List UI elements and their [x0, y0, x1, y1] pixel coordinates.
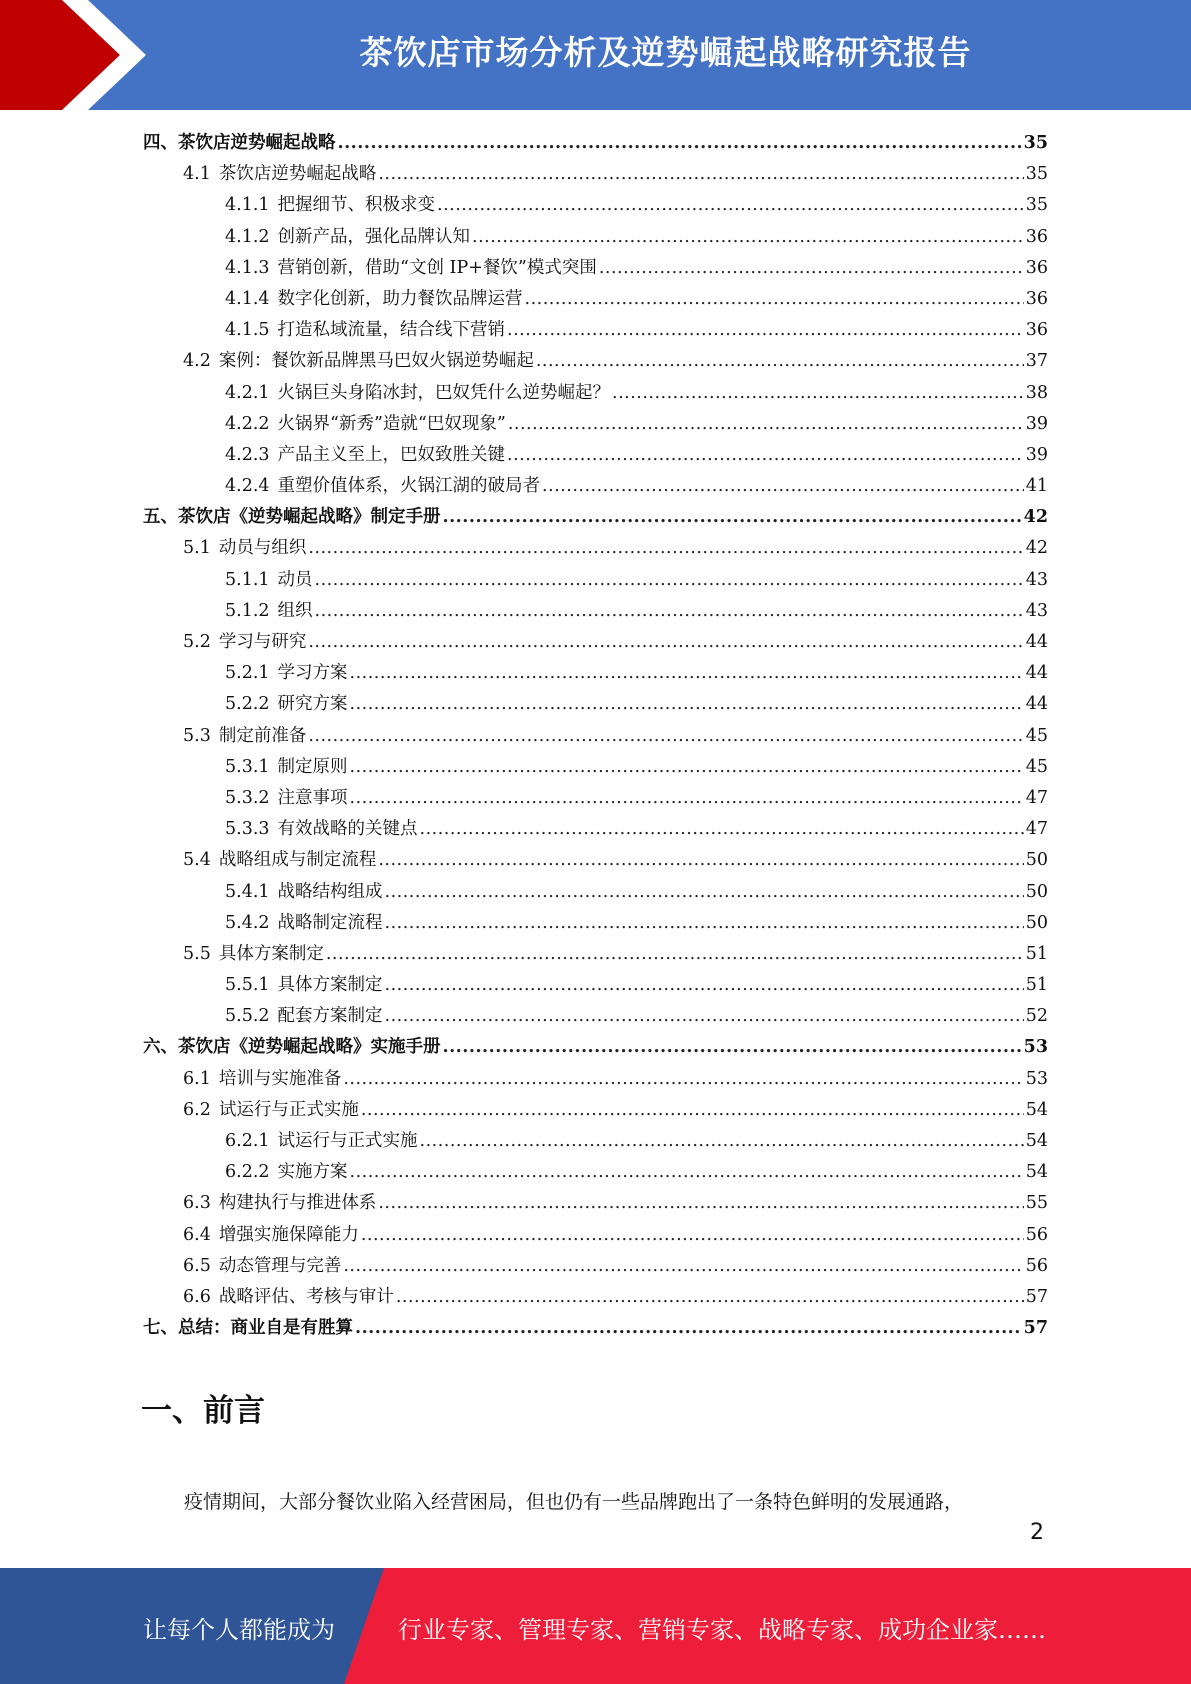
toc-entry[interactable] — [143, 222, 1048, 253]
toc-entry-title: 案例：餐饮新品牌黑马巴奴火锅逆势崛起 — [218, 351, 534, 372]
toc-entry-title: 制定原则 — [277, 756, 348, 777]
toc-entry-number: 6.2 — [183, 1099, 211, 1120]
toc-entry-number: 4.2.4 — [225, 476, 270, 497]
toc-entry-number: 4.2.1 — [225, 382, 270, 403]
toc-entry-title: 有效战略的关键点 — [277, 819, 418, 840]
toc-dot-leader — [338, 128, 1022, 159]
toc-dot-leader — [443, 502, 1022, 533]
toc-entry-title: 创新产品，强化品牌认知 — [277, 226, 471, 247]
toc-entry-title: 学习方案 — [277, 663, 348, 684]
toc-entry-number: 5.1 — [183, 538, 211, 559]
toc-entry-number: 5.3.1 — [225, 756, 270, 777]
toc-dot-leader — [472, 222, 1024, 253]
toc-entry[interactable] — [143, 346, 1048, 377]
toc-entry-title: 战略制定流程 — [277, 912, 383, 933]
toc-entry-number: 4.2.3 — [225, 444, 270, 465]
toc-entry[interactable] — [143, 1251, 1048, 1282]
toc-entry[interactable] — [143, 440, 1048, 471]
toc-entry[interactable] — [143, 939, 1048, 970]
toc-entry[interactable] — [143, 1095, 1048, 1126]
toc-entry-page: 43 — [1025, 600, 1048, 621]
toc-entry[interactable] — [143, 533, 1048, 564]
toc-entry-page: 57 — [1023, 1318, 1048, 1339]
toc-entry[interactable] — [143, 190, 1048, 221]
toc-entry-page: 41 — [1025, 476, 1048, 497]
toc-dot-leader — [350, 783, 1024, 814]
toc-entry[interactable] — [143, 1064, 1048, 1095]
toc-entry[interactable] — [143, 783, 1048, 814]
toc-entry[interactable] — [143, 721, 1048, 752]
toc-entry-page: 55 — [1025, 1193, 1048, 1214]
toc-entry-title: 把握细节、积极求变 — [277, 195, 436, 216]
toc-entry-page: 42 — [1025, 538, 1048, 559]
toc-entry[interactable] — [143, 845, 1048, 876]
toc-entry-page: 38 — [1025, 382, 1048, 403]
toc-entry-page: 54 — [1025, 1131, 1048, 1151]
toc-entry-page: 36 — [1025, 288, 1048, 309]
toc-entry[interactable] — [143, 565, 1048, 596]
toc-entry-page: 42 — [1023, 507, 1048, 528]
toc-entry[interactable] — [143, 689, 1048, 720]
toc-entry-number: 4.2.2 — [225, 413, 270, 434]
toc-entry-title: 注意事项 — [277, 787, 348, 808]
toc-entry[interactable] — [143, 1188, 1048, 1219]
toc-entry-page: 57 — [1025, 1286, 1048, 1307]
toc-entry-page: 50 — [1025, 881, 1048, 902]
toc-dot-leader — [508, 409, 1024, 440]
toc-entry[interactable] — [143, 1126, 1048, 1157]
toc-entry-number: 5.3 — [183, 725, 211, 746]
toc-entry-number: 5.3.3 — [225, 819, 270, 840]
toc-dot-leader — [443, 1032, 1022, 1063]
toc-entry-title: 重塑价值体系，火锅江湖的破局者 — [277, 476, 541, 497]
toc-entry[interactable] — [143, 908, 1048, 939]
header-arrow-graphic — [0, 0, 160, 110]
toc-dot-leader — [385, 908, 1024, 939]
toc-entry[interactable] — [143, 658, 1048, 689]
toc-entry-title: 研究方案 — [277, 694, 348, 715]
toc-entry-title: 茶饮店逆势崛起战略 — [218, 164, 377, 185]
toc-entry[interactable] — [143, 1313, 1048, 1344]
toc-entry-number: 5.4.2 — [225, 912, 270, 933]
toc-entry-title: 数字化创新，助力餐饮品牌运营 — [277, 288, 523, 309]
toc-entry-page: 47 — [1025, 787, 1048, 808]
toc-entry-page: 53 — [1023, 1037, 1048, 1058]
toc-entry[interactable] — [143, 284, 1048, 315]
toc-entry-number: 5.2 — [183, 632, 211, 652]
toc-dot-leader — [350, 752, 1024, 783]
toc-entry-page: 56 — [1025, 1255, 1048, 1276]
toc-entry[interactable] — [143, 128, 1048, 159]
toc-entry-title: 配套方案制定 — [277, 1006, 383, 1027]
toc-dot-leader — [350, 658, 1024, 689]
toc-entry-number: 5.1.2 — [225, 600, 270, 621]
toc-entry-title: 学习与研究 — [218, 632, 307, 652]
toc-dot-leader — [361, 1095, 1024, 1126]
toc-entry-title: 增强实施保障能力 — [218, 1224, 359, 1245]
toc-entry-title: 培训与实施准备 — [218, 1068, 342, 1089]
toc-dot-leader — [326, 939, 1024, 970]
toc-entry-number: 4.1.2 — [225, 226, 270, 247]
toc-dot-leader — [420, 1126, 1024, 1157]
toc-entry[interactable] — [143, 253, 1048, 284]
toc-dot-leader — [355, 1313, 1022, 1344]
toc-entry-number: 6.1 — [183, 1068, 211, 1089]
toc-entry[interactable] — [143, 1001, 1048, 1032]
toc-entry-page: 51 — [1025, 975, 1048, 996]
toc-entry-page: 52 — [1025, 1006, 1048, 1027]
table-of-contents — [143, 128, 1048, 1344]
toc-entry-title: 营销创新，借助“文创 IP+餐饮”模式突围 — [277, 257, 597, 278]
toc-entry[interactable] — [143, 1157, 1048, 1188]
toc-entry-title: 火锅界“新秀”造就“巴奴现象” — [277, 413, 506, 434]
toc-entry-page: 53 — [1025, 1068, 1048, 1089]
toc-dot-leader — [396, 1282, 1024, 1313]
toc-entry-page: 44 — [1025, 632, 1048, 652]
toc-entry-page: 36 — [1025, 320, 1048, 341]
toc-entry-page: 50 — [1025, 850, 1048, 871]
footer-slogan-left: 让每个人都能成为 — [143, 1616, 335, 1644]
toc-entry-page: 56 — [1025, 1224, 1048, 1245]
toc-entry[interactable] — [143, 502, 1048, 533]
toc-entry[interactable] — [143, 1220, 1048, 1251]
toc-entry-number: 4.1.3 — [225, 257, 270, 278]
toc-entry-page: 45 — [1025, 756, 1048, 777]
toc-entry-page: 35 — [1023, 133, 1048, 153]
header-banner — [0, 0, 1191, 110]
toc-entry-title: 火锅巨头身陷冰封，巴奴凭什么逆势崛起？ — [277, 382, 611, 403]
toc-entry-number: 5.1.1 — [225, 569, 270, 590]
toc-entry-number: 5.5 — [183, 943, 211, 964]
toc-entry[interactable] — [143, 596, 1048, 627]
toc-entry-page: 47 — [1025, 819, 1048, 840]
toc-dot-leader — [420, 814, 1024, 845]
toc-entry[interactable] — [143, 814, 1048, 845]
toc-entry-number: 5.2.1 — [225, 663, 270, 684]
toc-entry-title: 具体方案制定 — [277, 975, 383, 996]
toc-dot-leader — [385, 970, 1024, 1001]
toc-dot-leader — [507, 315, 1024, 346]
toc-dot-leader — [542, 471, 1024, 502]
toc-dot-leader — [385, 1001, 1024, 1032]
toc-entry[interactable] — [143, 1032, 1048, 1063]
toc-entry-number: 5.5.2 — [225, 1006, 270, 1027]
toc-entry-page: 44 — [1025, 663, 1048, 684]
toc-entry-page: 45 — [1025, 725, 1048, 746]
toc-dot-leader — [315, 565, 1024, 596]
toc-dot-leader — [350, 689, 1024, 720]
toc-dot-leader — [361, 1220, 1024, 1251]
toc-entry-number: 5.2.2 — [225, 694, 270, 715]
toc-entry-number: 6.6 — [183, 1286, 211, 1307]
toc-entry-page: 50 — [1025, 912, 1048, 933]
toc-entry-title: 组织 — [277, 600, 313, 621]
toc-entry-title: 六、茶饮店《逆势崛起战略》实施手册 — [143, 1037, 441, 1058]
toc-entry-title: 战略组成与制定流程 — [218, 850, 377, 871]
toc-entry-title: 试运行与正式实施 — [218, 1099, 359, 1120]
toc-entry-number: 6.2.2 — [225, 1162, 270, 1183]
toc-entry-title: 试运行与正式实施 — [277, 1131, 418, 1151]
footer-slogan-right: 行业专家、管理专家、营销专家、战略专家、成功企业家…… — [398, 1616, 1046, 1644]
toc-entry-title: 七、总结：商业自是有胜算 — [143, 1318, 353, 1339]
toc-dot-leader — [343, 1251, 1023, 1282]
toc-entry-page: 37 — [1025, 351, 1048, 372]
toc-dot-leader — [308, 627, 1023, 658]
toc-dot-leader — [599, 253, 1024, 284]
toc-dot-leader — [378, 1188, 1023, 1219]
toc-entry-number: 4.1.1 — [225, 195, 270, 216]
toc-dot-leader — [308, 721, 1023, 752]
toc-entry[interactable] — [143, 752, 1048, 783]
toc-entry-number: 6.3 — [183, 1193, 211, 1214]
toc-entry[interactable] — [143, 877, 1048, 908]
toc-entry-number: 4.1 — [183, 164, 211, 185]
toc-entry-number: 5.4 — [183, 850, 211, 871]
toc-entry-number: 6.4 — [183, 1224, 211, 1245]
toc-dot-leader — [315, 596, 1024, 627]
section-heading: 一、前言 — [141, 1393, 265, 1429]
document-title: 茶饮店市场分析及逆势崛起战略研究报告 — [359, 33, 972, 72]
toc-entry[interactable] — [143, 378, 1048, 409]
toc-entry-number: 6.5 — [183, 1255, 211, 1276]
toc-dot-leader — [385, 877, 1024, 908]
toc-entry-title: 四、茶饮店逆势崛起战略 — [143, 133, 336, 153]
toc-entry-title: 具体方案制定 — [218, 943, 324, 964]
toc-entry-page: 43 — [1025, 569, 1048, 590]
toc-entry-page: 35 — [1025, 164, 1048, 185]
toc-dot-leader — [525, 284, 1024, 315]
toc-entry-number: 4.1.5 — [225, 320, 270, 341]
toc-dot-leader — [308, 533, 1023, 564]
toc-entry[interactable] — [143, 627, 1048, 658]
toc-dot-leader — [437, 190, 1024, 221]
toc-entry-title: 产品主义至上，巴奴致胜关键 — [277, 444, 506, 465]
toc-entry-number: 5.3.2 — [225, 787, 270, 808]
toc-entry-page: 51 — [1025, 943, 1048, 964]
toc-entry-title: 动员 — [277, 569, 313, 590]
toc-entry-number: 4.2 — [183, 351, 211, 372]
toc-entry-title: 动态管理与完善 — [218, 1255, 342, 1276]
toc-entry[interactable] — [143, 471, 1048, 502]
toc-entry-title: 动员与组织 — [218, 538, 307, 559]
toc-entry-page: 36 — [1025, 257, 1048, 278]
toc-dot-leader — [350, 1157, 1024, 1188]
toc-entry[interactable] — [143, 409, 1048, 440]
toc-dot-leader — [536, 346, 1024, 377]
toc-entry[interactable] — [143, 159, 1048, 190]
toc-entry-title: 五、茶饮店《逆势崛起战略》制定手册 — [143, 507, 441, 528]
toc-entry[interactable] — [143, 1282, 1048, 1313]
toc-entry-title: 战略结构组成 — [277, 881, 383, 902]
toc-dot-leader — [507, 440, 1024, 471]
toc-entry-page: 35 — [1025, 195, 1048, 216]
toc-entry-title: 打造私域流量，结合线下营销 — [277, 320, 506, 341]
toc-dot-leader — [612, 378, 1024, 409]
toc-entry-page: 54 — [1025, 1099, 1048, 1120]
toc-entry-page: 54 — [1025, 1162, 1048, 1183]
toc-entry[interactable] — [143, 970, 1048, 1001]
body-paragraph: 疫情期间，大部分餐饮业陷入经营困局，但也仍有一些品牌跑出了一条特色鲜明的发展通路， — [184, 1491, 964, 1513]
toc-entry-page: 36 — [1025, 226, 1048, 247]
toc-dot-leader — [343, 1064, 1023, 1095]
page-number: 2 — [1030, 1520, 1044, 1545]
toc-entry-number: 6.2.1 — [225, 1131, 270, 1151]
toc-entry-title: 制定前准备 — [218, 725, 307, 746]
toc-dot-leader — [378, 159, 1023, 190]
toc-entry-page: 39 — [1025, 413, 1048, 434]
toc-entry-title: 构建执行与推进体系 — [218, 1193, 377, 1214]
toc-entry-title: 实施方案 — [277, 1162, 348, 1183]
toc-entry-number: 5.5.1 — [225, 975, 270, 996]
toc-entry-title: 战略评估、考核与审计 — [218, 1286, 394, 1307]
toc-dot-leader — [378, 845, 1023, 876]
toc-entry-page: 44 — [1025, 694, 1048, 715]
toc-entry-number: 5.4.1 — [225, 881, 270, 902]
toc-entry[interactable] — [143, 315, 1048, 346]
toc-entry-number: 4.1.4 — [225, 288, 270, 309]
toc-entry-page: 39 — [1025, 444, 1048, 465]
